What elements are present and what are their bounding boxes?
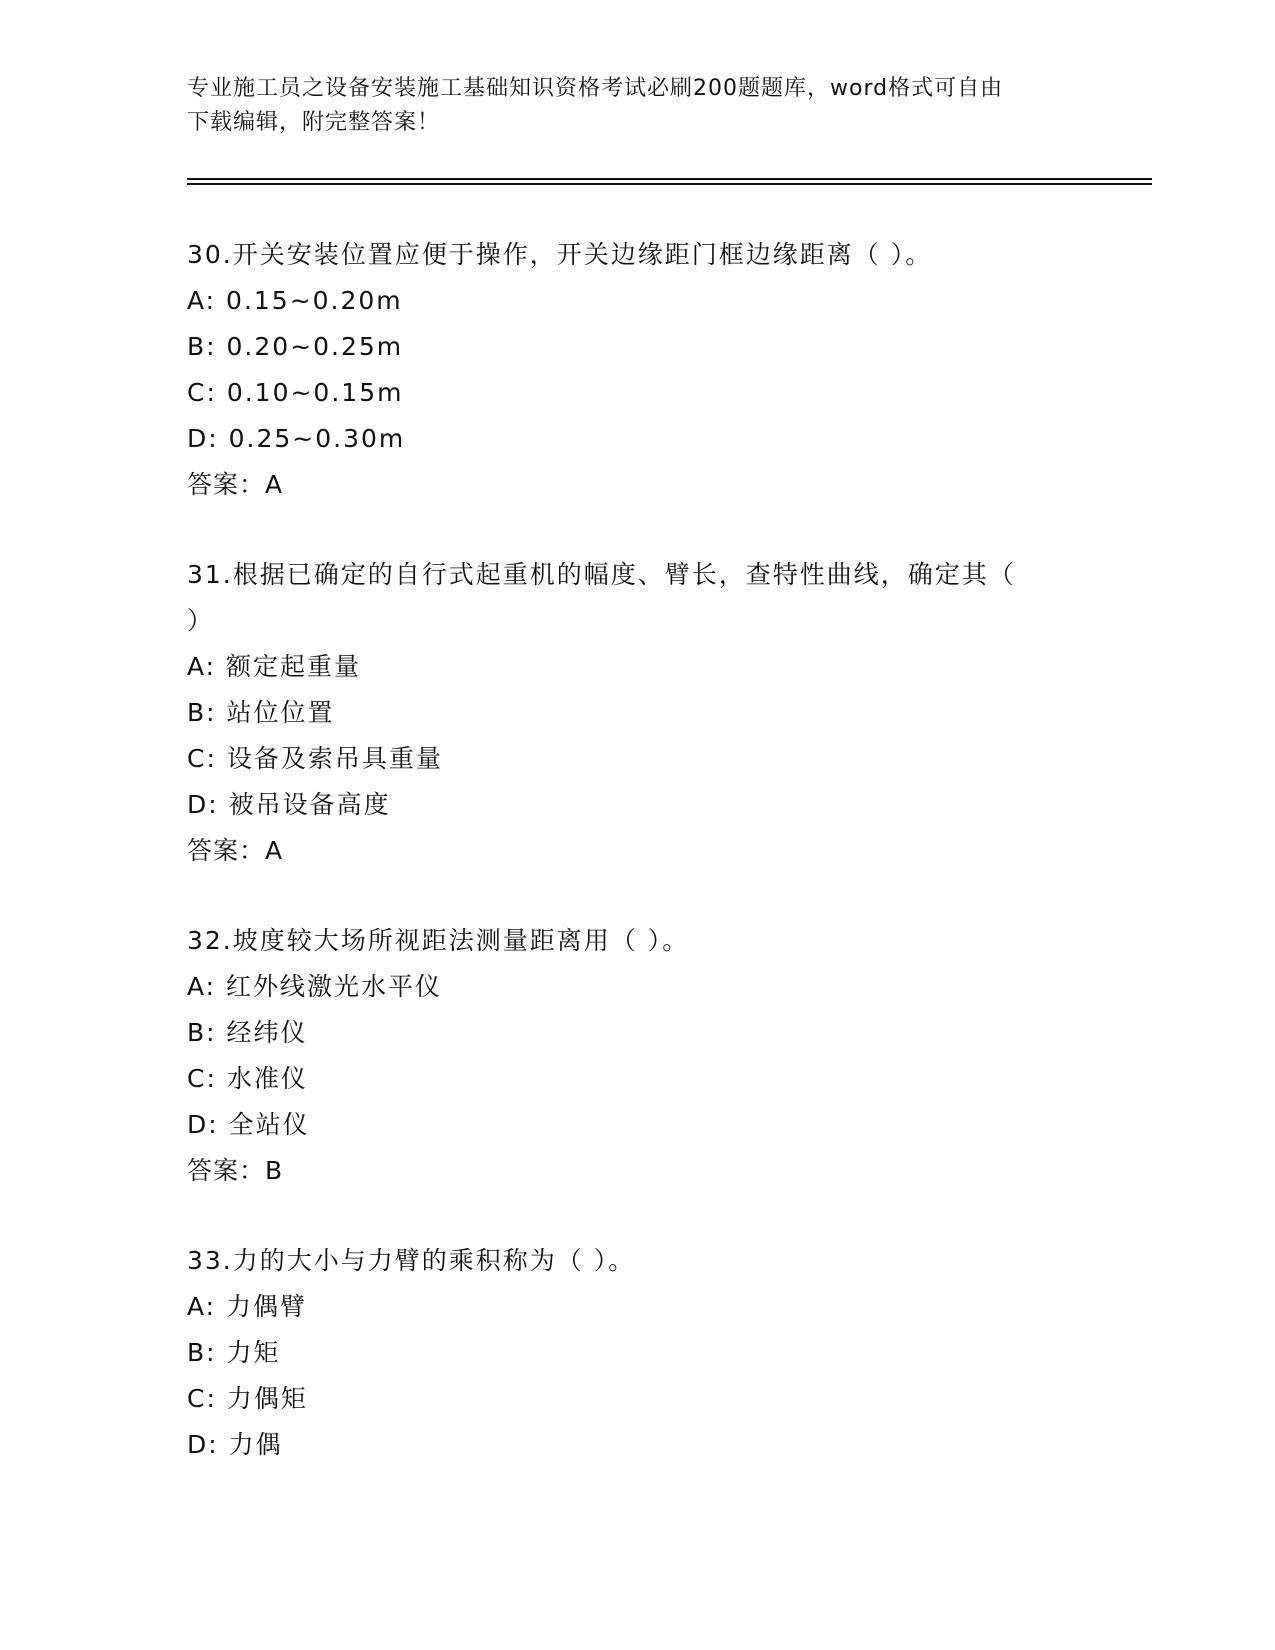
question-list [187,232,1087,1468]
question-stem: 30.开关安装位置应便于操作，开关边缘距门框边缘距离（ ）。 [187,240,933,269]
question-stem: 32.坡度较大场所视距法测量距离用（ ）。 [187,926,690,955]
answer-line: 答案：B [187,1156,284,1185]
option-a: A: 红外线激光水平仪 [187,972,443,1001]
question-spacer [187,1194,1087,1238]
question-32 [187,918,1087,1238]
option-d: D: 全站仪 [187,1110,310,1139]
option-b: B: 站位位置 [187,698,335,727]
option-c: C: 设备及索吊具重量 [187,744,443,773]
option-a: A: 额定起重量 [187,652,362,681]
option-a: A: 0.15~0.20m [187,286,403,315]
answer-line: 答案：A [187,470,284,499]
question-spacer [187,874,1087,918]
option-d: D: 被吊设备高度 [187,790,391,819]
option-d: D: 力偶 [187,1430,283,1459]
header-title-line-2: 下载编辑，附完整答案！ [187,110,441,135]
option-b: B: 0.20~0.25m [187,332,404,361]
option-c: C: 水准仪 [187,1064,308,1093]
question-33 [187,1238,1087,1468]
option-c: C: 0.10~0.15m [187,378,404,407]
document-header [187,72,1067,140]
question-31 [187,552,1087,918]
question-stem: 33.力的大小与力臂的乘积称为（ ）。 [187,1246,636,1275]
option-a: A: 力偶臂 [187,1292,308,1321]
option-c: C: 力偶矩 [187,1384,308,1413]
header-title-line-1: 专业施工员之设备安装施工基础知识资格考试必刷200题题库，word格式可自由 [187,76,1004,101]
question-30 [187,232,1087,552]
question-stem: 31.根据已确定的自行式起重机的幅度、臂长，查特性曲线，确定其（ [187,560,1016,589]
header-divider [187,178,1152,185]
question-stem-continued: ） [187,606,215,635]
option-b: B: 力矩 [187,1338,281,1367]
option-d: D: 0.25~0.30m [187,424,406,453]
option-b: B: 经纬仪 [187,1018,308,1047]
answer-line: 答案：A [187,836,284,865]
question-spacer [187,508,1087,552]
